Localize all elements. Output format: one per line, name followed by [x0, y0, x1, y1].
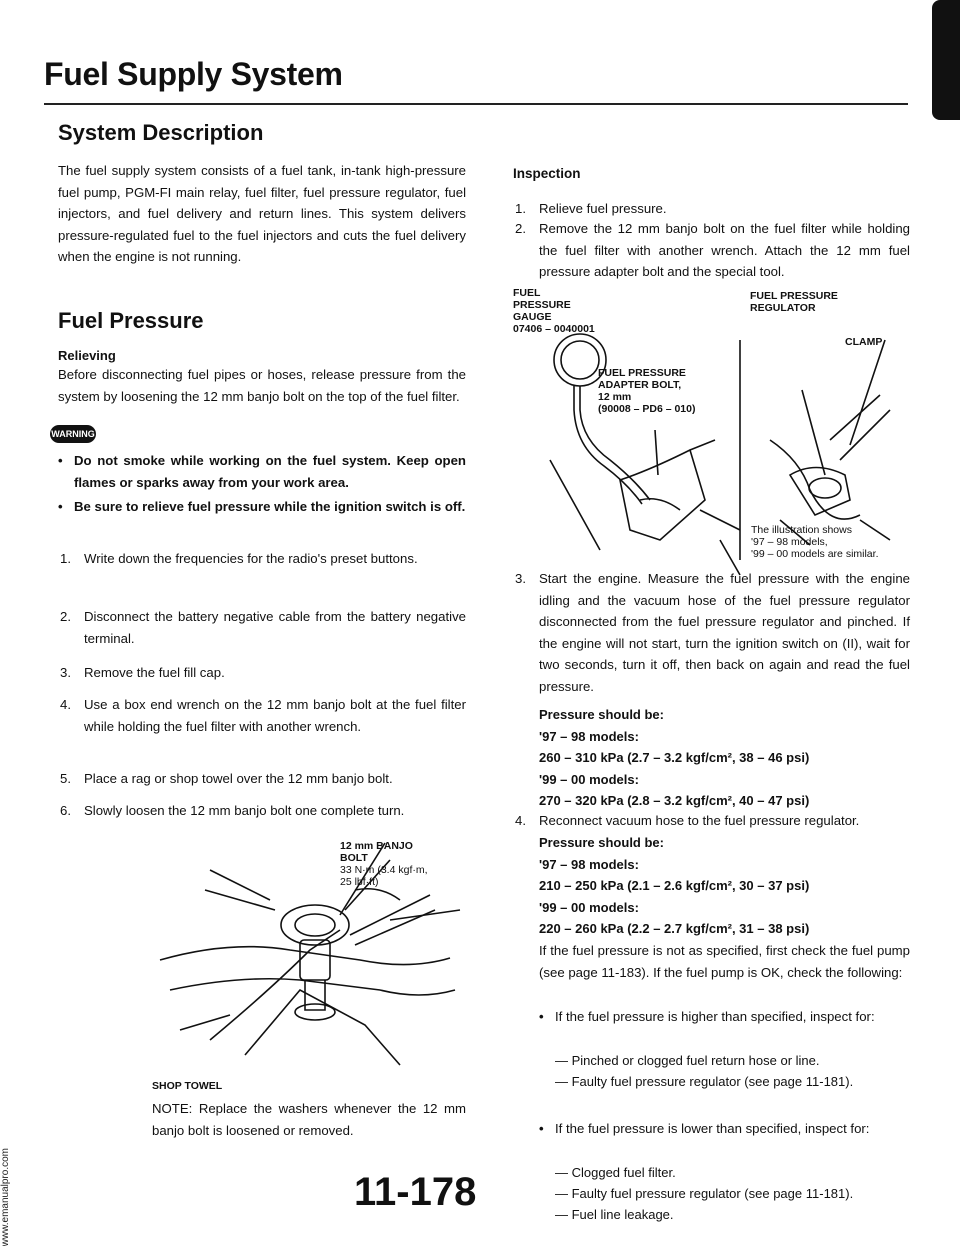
watermark-url: www.emanualpro.com	[0, 1148, 11, 1246]
inspection-step: 2. Remove the 12 mm banjo bolt on the fuel filter while holding the fuel filter with another wrench. Attach the 12 mm fuel pressure adapter bolt and the special tool.	[515, 221, 910, 279]
label-adapter-3: 12 mm	[598, 391, 632, 403]
label-gauge-3: GAUGE	[513, 311, 552, 323]
check-low: • If the fuel pressure is lower than specified, inspect for:	[539, 1121, 870, 1136]
relieving-label: Relieving	[58, 348, 116, 363]
label-banjo-bolt: 12 mm BANJO	[340, 840, 413, 852]
spec-block-3: Pressure should be: '97 – 98 models: 260 – 310 kPa (2.7 – 3.2 kgf/cm², 38 – 46 psi) '99 – 00 models: 270 – 320 kPa (2.8 – 3.2 kgf/cm², 40 – 47 psi)	[539, 707, 810, 809]
spec-block-4: Pressure should be: '97 – 98 models: 210 – 250 kPa (2.1 – 2.6 kgf/cm², 30 – 37 psi) '99 – 00 models: 220 – 260 kPa (2.2 – 2.7 kgf/cm², 31 – 38 psi)	[539, 835, 810, 937]
step-item: 2. Disconnect the battery negative cable from the battery negative terminal.	[60, 609, 466, 646]
step-item: 3. Remove the fuel fill cap.	[60, 665, 225, 680]
label-adapter-part: (90008 – PD6 – 010)	[598, 403, 696, 415]
label-regulator: FUEL PRESSURE	[750, 290, 838, 302]
label-banjo-bolt-2: BOLT	[340, 852, 368, 864]
label-torque-2: 25 lbf·ft)	[340, 876, 379, 888]
page-title: Fuel Supply System	[44, 56, 343, 92]
step-item: 4. Use a box end wrench on the 12 mm banjo bolt at the fuel filter while holding the fuel filter with another wrench.	[60, 697, 466, 734]
figure-caption: The illustration shows	[751, 524, 852, 536]
label-torque: 33 N·m (3.4 kgf·m,	[340, 864, 428, 876]
figure-caption-2: '97 – 98 models,	[751, 536, 828, 548]
page-number: 11-178	[354, 1170, 477, 1214]
label-gauge-2: PRESSURE	[513, 299, 571, 311]
section-heading-system-description: System Description	[58, 120, 264, 145]
label-clamp: CLAMP	[845, 336, 883, 348]
step-item: 1. Write down the frequencies for the radio's preset buttons.	[60, 551, 418, 566]
step-item: 5. Place a rag or shop towel over the 12 mm banjo bolt.	[60, 771, 393, 786]
check-high: • If the fuel pressure is higher than specified, inspect for:	[539, 1009, 875, 1024]
warning-item: • Do not smoke while working on the fuel system. Keep open flames or sparks away from your work area.	[58, 453, 466, 490]
inspection-heading: Inspection	[513, 166, 581, 181]
check-intro: If the fuel pressure is not as specified, first check the fuel pump (see page 11-183). If the fuel pump is OK, check the following:	[539, 943, 910, 980]
figure-caption-3: '99 – 00 models are similar.	[751, 548, 879, 560]
note-washers: NOTE: Replace the washers whenever the 12 mm banjo bolt is loosened or removed.	[152, 1101, 466, 1138]
relieving-body: Before disconnecting fuel pipes or hoses, release pressure from the system by loosening the 12 mm banjo bolt on the top of the fuel filter.	[58, 367, 466, 404]
check-low-items: — Clogged fuel filter. — Faulty fuel pressure regulator (see page 11-181). — Fuel line leakage.	[555, 1165, 854, 1222]
warning-item: • Be sure to relieve fuel pressure while the ignition switch is off.	[58, 499, 466, 514]
section-heading-fuel-pressure: Fuel Pressure	[58, 308, 204, 333]
label-gauge: FUEL	[513, 287, 541, 299]
check-high-items: — Pinched or clogged fuel return hose or line. — Faulty fuel pressure regulator (see page 11-181).	[555, 1053, 854, 1089]
warning-badge: WARNING	[50, 425, 96, 443]
label-adapter-2: ADAPTER BOLT,	[598, 379, 682, 391]
title-rule	[44, 103, 908, 105]
system-description-body: The fuel supply system consists of a fuel tank, in-tank high-pressure fuel pump, PGM-FI main relay, fuel filter, fuel pressure regulator, fuel injectors, and fuel delivery and return lines. This system delivers pressure-regulated fuel to the fuel injectors and cuts the fuel delivery when the engine is not running.	[58, 163, 466, 264]
inspection-step: 1. Relieve fuel pressure.	[515, 201, 667, 216]
label-shop-towel: SHOP TOWEL	[152, 1080, 223, 1092]
inspection-step: 4. Reconnect vacuum hose to the fuel pressure regulator.	[515, 813, 860, 828]
section-tab	[932, 0, 960, 120]
label-regulator-2: REGULATOR	[750, 302, 816, 314]
label-adapter: FUEL PRESSURE	[598, 367, 686, 379]
inspection-step: 3. Start the engine. Measure the fuel pressure with the engine idling and the vacuum hose of the fuel pressure regulator disconnected from the fuel pressure regulator and pinched. If the engine will not start, turn the ignition switch on (II), wait for two seconds, turn it off, then back on again and read the fuel pressure.	[515, 571, 910, 694]
label-gauge-part: 07406 – 0040001	[513, 323, 595, 335]
step-item: 6. Slowly loosen the 12 mm banjo bolt one complete turn.	[60, 803, 405, 818]
